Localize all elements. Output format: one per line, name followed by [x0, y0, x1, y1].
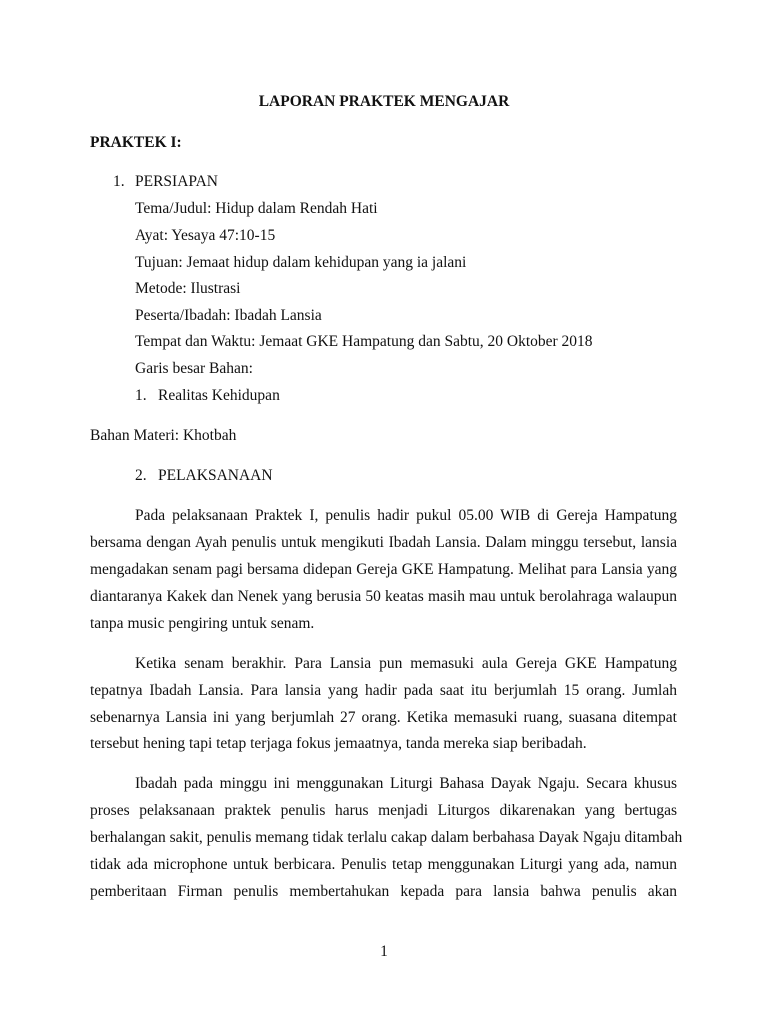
metode-line: Metode: Ilustrasi: [135, 280, 241, 297]
paragraph-1-line: bersama dengan Ayah penulis untuk mengikuti Ibadah Lansia. Dalam minggu tersebut, lansia: [90, 534, 677, 551]
section-heading: PRAKTEK I:: [90, 134, 182, 151]
tujuan-line: Tujuan: Jemaat hidup dalam kehidupan yang ia jalani: [135, 254, 467, 271]
peserta-line: Peserta/Ibadah: Ibadah Lansia: [135, 307, 322, 324]
ayat-line: Ayat: Yesaya 47:10-15: [135, 227, 276, 244]
paragraph-3-line: berhalangan sakit, penulis memang tidak terlalu cakap dalam berbahasa Dayak Ngaju ditambah: [90, 829, 683, 846]
tempat-line: Tempat dan Waktu: Jemaat GKE Hampatung dan Sabtu, 20 Oktober 2018: [135, 333, 593, 350]
garis-besar-line: Garis besar Bahan:: [135, 360, 253, 377]
paragraph-2-line: sebenarnya Lansia ini yang berjumlah 27 orang. Ketika memasuki ruang, suasana ditempat: [90, 709, 677, 726]
persiapan-number: 1.: [113, 173, 125, 190]
tema-line: Tema/Judul: Hidup dalam Rendah Hati: [135, 200, 378, 217]
paragraph-1-line: mengadakan senam pagi bersama didepan Gereja GKE Hampatung. Melihat para Lansia yang: [90, 561, 677, 578]
page-number: 1: [380, 943, 388, 960]
paragraph-3-line: proses pelaksanaan praktek penulis harus menjadi Liturgos dikarenakan yang bertugas: [90, 802, 677, 819]
paragraph-3-line: tidak ada microphone untuk berbicara. Penulis tetap menggunakan Liturgi yang ada, namun: [90, 856, 677, 873]
paragraph-2-line: tepatnya Ibadah Lansia. Para lansia yang hadir pada saat itu berjumlah 15 orang. Jumlah: [90, 682, 677, 699]
sub-item-label: Realitas Kehidupan: [158, 387, 280, 404]
paragraph-1-line: diantaranya Kakek dan Nenek yang berusia 50 keatas masih mau untuk berolahraga walaupun: [90, 588, 677, 605]
paragraph-1-line: tanpa music pengiring untuk senam.: [90, 615, 315, 632]
sub-item-number: 1.: [135, 387, 147, 404]
persiapan-heading: PERSIAPAN: [135, 173, 218, 190]
paragraph-2-line: Ketika senam berakhir. Para Lansia pun memasuki aula Gereja GKE Hampatung: [135, 655, 677, 672]
pelaksanaan-number: 2.: [135, 467, 147, 484]
pelaksanaan-heading: PELAKSANAAN: [158, 467, 273, 484]
paragraph-3-line: Ibadah pada minggu ini menggunakan Liturgi Bahasa Dayak Ngaju. Secara khusus: [135, 775, 677, 792]
paragraph-2-line: tersebut hening tapi tetap terjaga fokus jemaatnya, tanda mereka siap beribadah.: [90, 735, 587, 752]
bahan-materi-line: Bahan Materi: Khotbah: [90, 427, 237, 444]
document-title: LAPORAN PRAKTEK MENGAJAR: [258, 93, 510, 110]
paragraph-1-line: Pada pelaksanaan Praktek I, penulis hadir pukul 05.00 WIB di Gereja Hampatung: [135, 507, 677, 524]
paragraph-3-line: pemberitaan Firman penulis membertahukan kepada para lansia bahwa penulis akan: [90, 883, 677, 900]
